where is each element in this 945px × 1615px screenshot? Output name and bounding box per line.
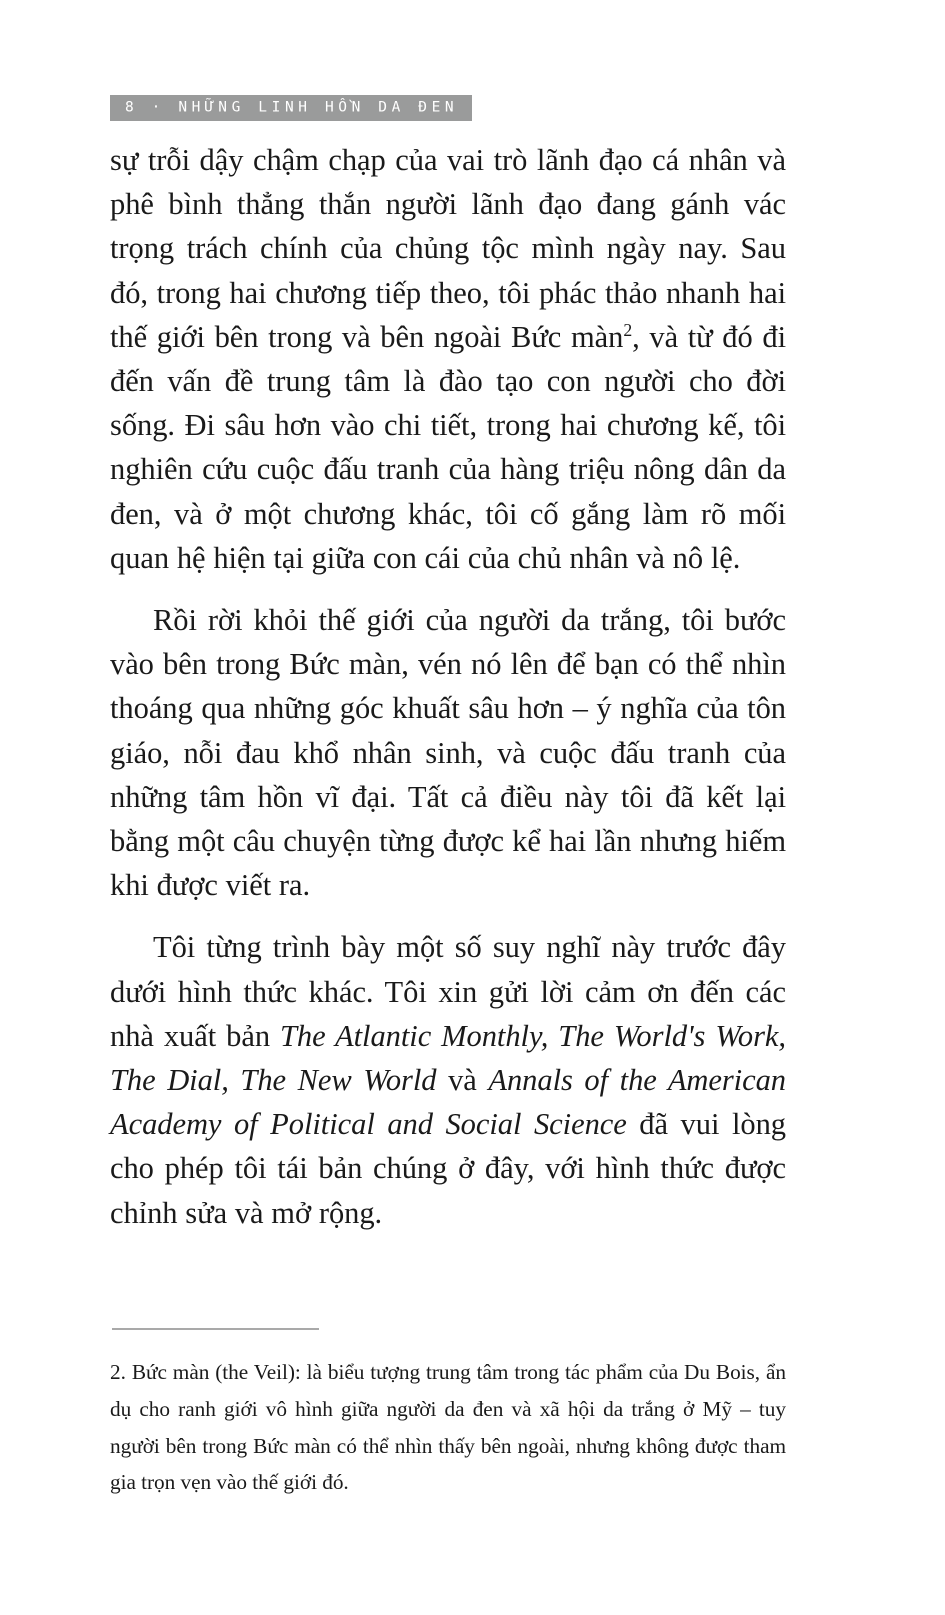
paragraph-3-text-lead: Tôi từng trình bày một số suy nghĩ này trước đây dưới hình thức khác. Tôi xin gửi lời cảm ơn đến các nhà xuất bản: [110, 930, 786, 1053]
paragraph-1-text-after-footnote: , và từ đó đi đến vấn đề trung tâm là đào tạo con người cho đời sống. Đi sâu hơn vào chi tiết, trong hai chương kế, tôi nghiên cứu cuộc đấu tranh của hàng triệu nông dân da đen, và ở một chương khác, tôi cố gắng làm rõ mối quan hệ hiện tại giữa con cái của chủ nhân và nô lệ.: [110, 319, 786, 575]
body-text-column: [110, 138, 786, 1235]
paragraph-2: [110, 598, 786, 907]
footnote-entry-2: 2. Bức màn (the Veil): là biểu tượng trung tâm trong tác phẩm của Du Bois, ẩn dụ cho ranh giới vô hình giữa người da đen và xã hội da trắng ở Mỹ – tuy người bên trong Bức màn có thể nhìn thấy bên ngoài, nhưng không được tham gia trọn vẹn vào thế giới đó.: [110, 1360, 786, 1495]
journal-titles-group-1: The Atlantic Monthly, The World's Work, The Dial, The New World: [110, 1018, 786, 1098]
running-header-text: 8 · NHỮNG LINH HỒN DA ĐEN: [125, 99, 459, 116]
journal-titles-group-2: Annals of the American Academy of Political and Social Science: [110, 1063, 786, 1142]
paragraph-2-text: Rồi rời khỏi thế giới của người da trắng, tôi bước vào bên trong Bức màn, vén nó lên để bạn có thể nhìn thoáng qua những góc khuất sâu hơn – ý nghĩa của tôn giáo, nỗi đau khổ nhân sinh, và cuộc đấu tranh của những tâm hồn vĩ đại. Tất cả điều này tôi đã kết lại bằng một câu chuyện từng được kể hai lần nhưng hiếm khi được viết ra.: [110, 603, 786, 903]
paragraph-3-text-tail: đã vui lòng cho phép tôi tái bản chúng ở đây, với hình thức được chỉnh sửa và mở rộng.: [110, 1107, 786, 1230]
paragraph-3: [110, 925, 786, 1234]
running-header: [110, 95, 472, 121]
paragraph-3-conjunction: và: [436, 1063, 489, 1098]
footnote-separator-rule: [112, 1328, 319, 1330]
footnote-reference-marker[interactable]: 2: [623, 319, 633, 340]
paragraph-1: [110, 138, 786, 580]
paragraph-1-text-before-footnote: sự trỗi dậy chậm chạp của vai trò lãnh đạo cá nhân và phê bình thẳng thắn người lãnh đạo đang gánh vác trọng trách chính của chủng tộc mình ngày nay. Sau đó, trong hai chương tiếp theo, tôi phác thảo nhanh hai thế giới bên trong và bên ngoài Bức màn: [110, 143, 786, 354]
footnote-block: [110, 1328, 786, 1501]
